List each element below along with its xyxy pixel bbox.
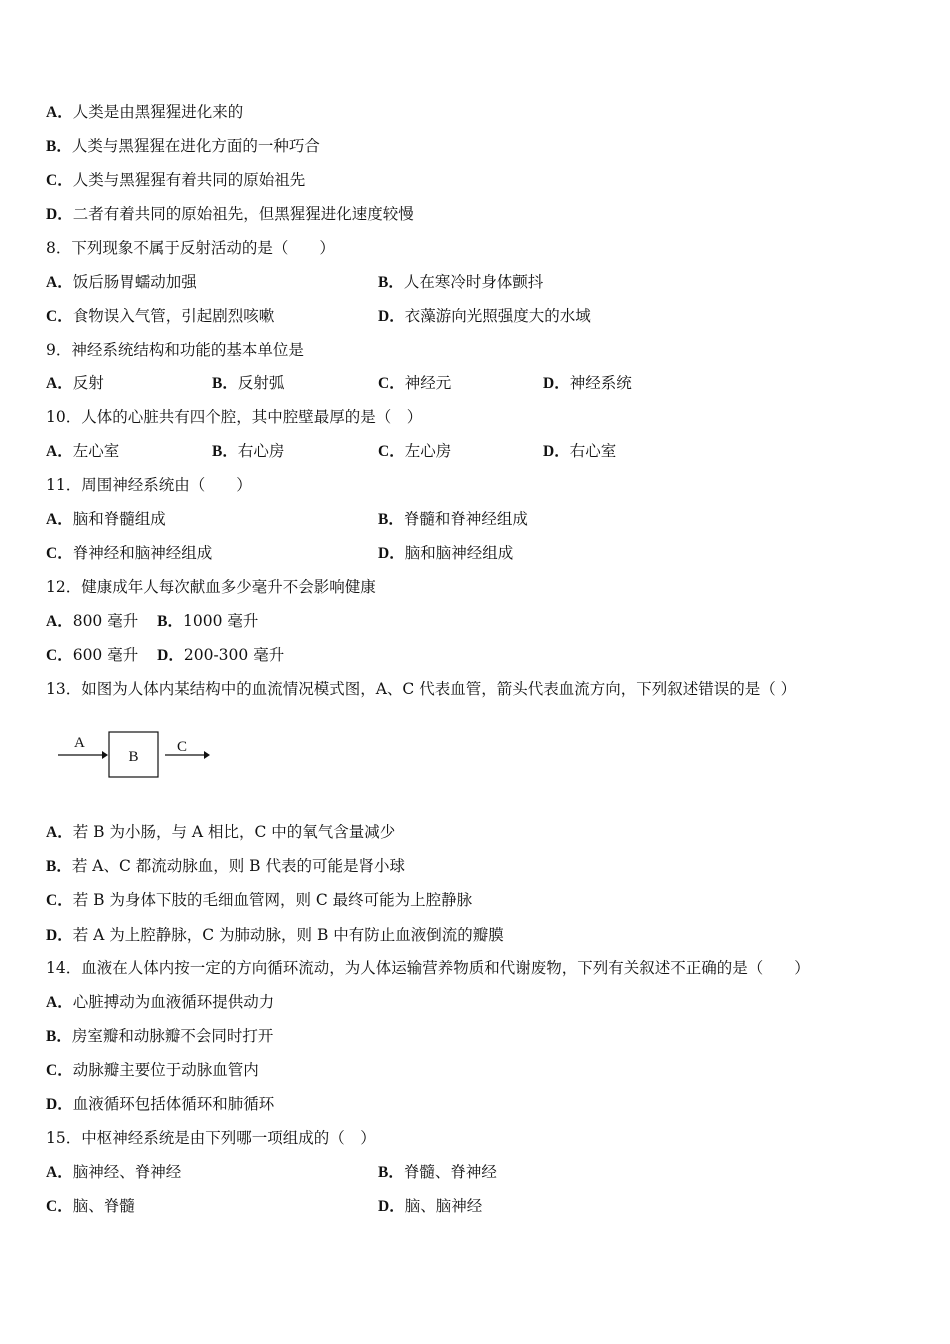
q8-option-d: D．衣藻游向光照强度大的水域: [378, 307, 591, 325]
q10-stem: 10．人体的心脏共有四个腔，其中腔壁最厚的是（ ）: [46, 408, 423, 426]
q13-option-c: C．若 B 为身体下肢的毛细血管网，则 C 最终可能为上腔静脉: [46, 891, 473, 909]
q9-stem: 9．神经系统结构和功能的基本单位是: [46, 341, 304, 359]
q14-stem: 14．血液在人体内按一定的方向循环流动，为人体运输营养物质和代谢废物，下列有关叙述不正确的是（ ）: [46, 959, 810, 977]
q7-option-d: D．二者有着共同的原始祖先，但黑猩猩进化速度较慢: [46, 205, 414, 223]
q9-options: [46, 373, 906, 394]
arrow-out-head: [204, 751, 210, 759]
q7-option-c: C．人类与黑猩猩有着共同的原始祖先: [46, 171, 306, 189]
q13-option-d: D．若 A 为上腔静脉，C 为肺动脉，则 B 中有防止血液倒流的瓣膜: [46, 926, 504, 944]
q12-options-row1: [46, 611, 258, 632]
diagram-label-a: A: [74, 735, 85, 751]
q15-option-b: B．脊髓、脊神经: [378, 1163, 497, 1181]
q15-options-row1: [46, 1162, 906, 1183]
q11-stem: 11．周围神经系统由（ ）: [46, 476, 252, 494]
q12-options-row2: [46, 645, 284, 666]
q14-option-b: B．房室瓣和动脉瓣不会同时打开: [46, 1027, 274, 1045]
q15-stem: 15．中枢神经系统是由下列哪一项组成的（ ）: [46, 1129, 376, 1147]
q12-option-d: D．200-300 毫升: [157, 646, 285, 664]
diagram-label-b: B: [128, 749, 139, 765]
q15-option-d: D．脑、脑神经: [378, 1197, 483, 1215]
q9-option-b: B．反射弧: [212, 374, 285, 392]
q12-option-a: A．800 毫升: [46, 612, 139, 630]
diagram-label-c: C: [177, 739, 188, 755]
q12-option-c: C．600 毫升: [46, 646, 139, 664]
q12-stem: 12．健康成年人每次献血多少毫升不会影响健康: [46, 578, 376, 596]
q7-option-a: A．人类是由黑猩猩进化来的: [46, 103, 244, 121]
q15-option-a: A．脑神经、脊神经: [46, 1163, 182, 1181]
q13-option-b: B．若 A、C 都流动脉血，则 B 代表的可能是肾小球: [46, 857, 405, 875]
q10-option-b: B．右心房: [212, 442, 285, 460]
q9-option-c: C．神经元: [378, 374, 452, 392]
q14-option-a: A．心脏搏动为血液循环提供动力: [46, 993, 275, 1011]
q8-option-a: A．饭后肠胃蠕动加强: [46, 273, 197, 291]
arrow-in-head: [102, 751, 108, 759]
q14-option-c: C．动脉瓣主要位于动脉血管内: [46, 1061, 259, 1079]
q11-option-b: B．脊髓和脊神经组成: [378, 510, 528, 528]
q9-option-d: D．神经系统: [543, 374, 632, 392]
q12-option-b: B．1000 毫升: [157, 612, 259, 630]
q10-options: [46, 441, 906, 462]
q11-option-a: A．脑和脊髓组成: [46, 510, 166, 528]
q10-option-d: D．右心室: [543, 442, 617, 460]
q11-option-d: D．脑和脑神经组成: [378, 544, 514, 562]
q10-option-a: A．左心室: [46, 442, 120, 460]
q8-stem: 8．下列现象不属于反射活动的是（ ）: [46, 239, 335, 257]
q15-options-row2: [46, 1196, 906, 1217]
q9-option-a: A．反射: [46, 374, 104, 392]
blood-flow-diagram: [56, 728, 216, 782]
q14-option-d: D．血液循环包括体循环和肺循环: [46, 1095, 275, 1113]
q8-option-c: C．食物误入气管，引起剧烈咳嗽: [46, 307, 275, 325]
q8-option-b: B．人在寒冷时身体颤抖: [378, 273, 544, 291]
q8-options-row2: [46, 306, 906, 327]
q11-options-row1: [46, 509, 906, 530]
q15-option-c: C．脑、脊髓: [46, 1197, 135, 1215]
q11-options-row2: [46, 543, 906, 564]
q10-option-c: C．左心房: [378, 442, 452, 460]
q8-options-row1: [46, 272, 906, 293]
q7-option-b: B．人类与黑猩猩在进化方面的一种巧合: [46, 137, 320, 155]
q11-option-c: C．脊神经和脑神经组成: [46, 544, 213, 562]
q13-option-a: A．若 B 为小肠，与 A 相比，C 中的氧气含量减少: [46, 823, 396, 841]
q13-stem: 13．如图为人体内某结构中的血流情况模式图，A、C 代表血管，箭头代表血流方向，下列叙述错误的是（ ）: [46, 680, 797, 698]
